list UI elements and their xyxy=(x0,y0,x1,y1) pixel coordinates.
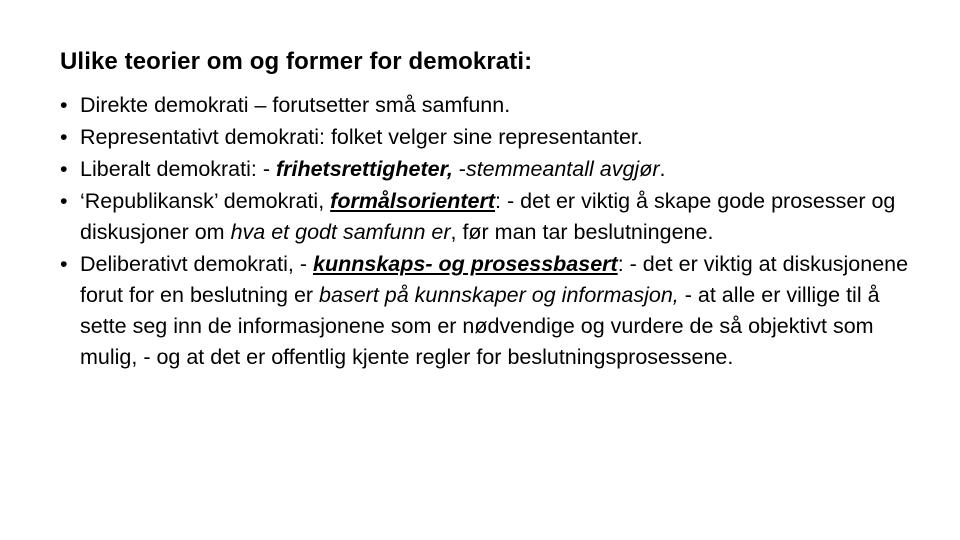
bullet-emphasis: formålsorientert xyxy=(330,189,496,213)
bullet-emphasis: hva et godt samfunn er xyxy=(230,220,451,244)
bullet-text: ‘Republikansk’ demokrati, xyxy=(80,189,331,213)
bullet-text: Representativt demokrati: folket velger sine representanter. xyxy=(80,125,643,149)
bullet-icon: • xyxy=(60,189,68,213)
bullet-text: Direkte demokrati – forutsetter små samfunn. xyxy=(80,93,511,117)
bullet-text: : - det er viktig å skape gode prosesser og diskusjoner om xyxy=(80,189,896,244)
slide-title: Ulike teorier om og former for demokrati: xyxy=(60,48,533,75)
bullet-list xyxy=(60,90,920,374)
bullet-icon: • xyxy=(60,252,68,276)
bullet-icon: • xyxy=(60,157,68,181)
bullet-emphasis: kunnskaps- og prosessbasert xyxy=(313,252,618,276)
bullet-emphasis: basert på kunnskaper og informasjon, xyxy=(319,283,679,307)
bullet-text: . xyxy=(659,157,666,181)
bullet-text: , før man tar beslutningene. xyxy=(450,220,714,244)
bullet-republikansk-demokrati xyxy=(60,186,920,248)
bullet-text: Liberalt demokrati: - xyxy=(80,157,276,181)
bullet-direkte-demokrati xyxy=(60,90,920,121)
bullet-liberalt-demokrati xyxy=(60,154,920,185)
bullet-representativt-demokrati xyxy=(60,122,920,153)
bullet-icon: • xyxy=(60,125,68,149)
bullet-deliberativt-demokrati xyxy=(60,249,920,373)
bullet-icon: • xyxy=(60,93,68,117)
bullet-text: : - det er viktig at diskusjonene forut for en beslutning er xyxy=(80,252,909,307)
bullet-emphasis: frihetsrettigheter, xyxy=(275,157,453,181)
bullet-text: - at alle er villige til å sette seg inn de informasjonene som er nødvendige og vurdere de så objektivt som mulig, - og at det er offentlig kjente regler for beslutningsprosessene. xyxy=(80,283,880,369)
bullet-text: - xyxy=(452,157,466,181)
bullet-emphasis: stemmeantall avgjør xyxy=(465,157,660,181)
bullet-text: Deliberativt demokrati, - xyxy=(80,252,313,276)
